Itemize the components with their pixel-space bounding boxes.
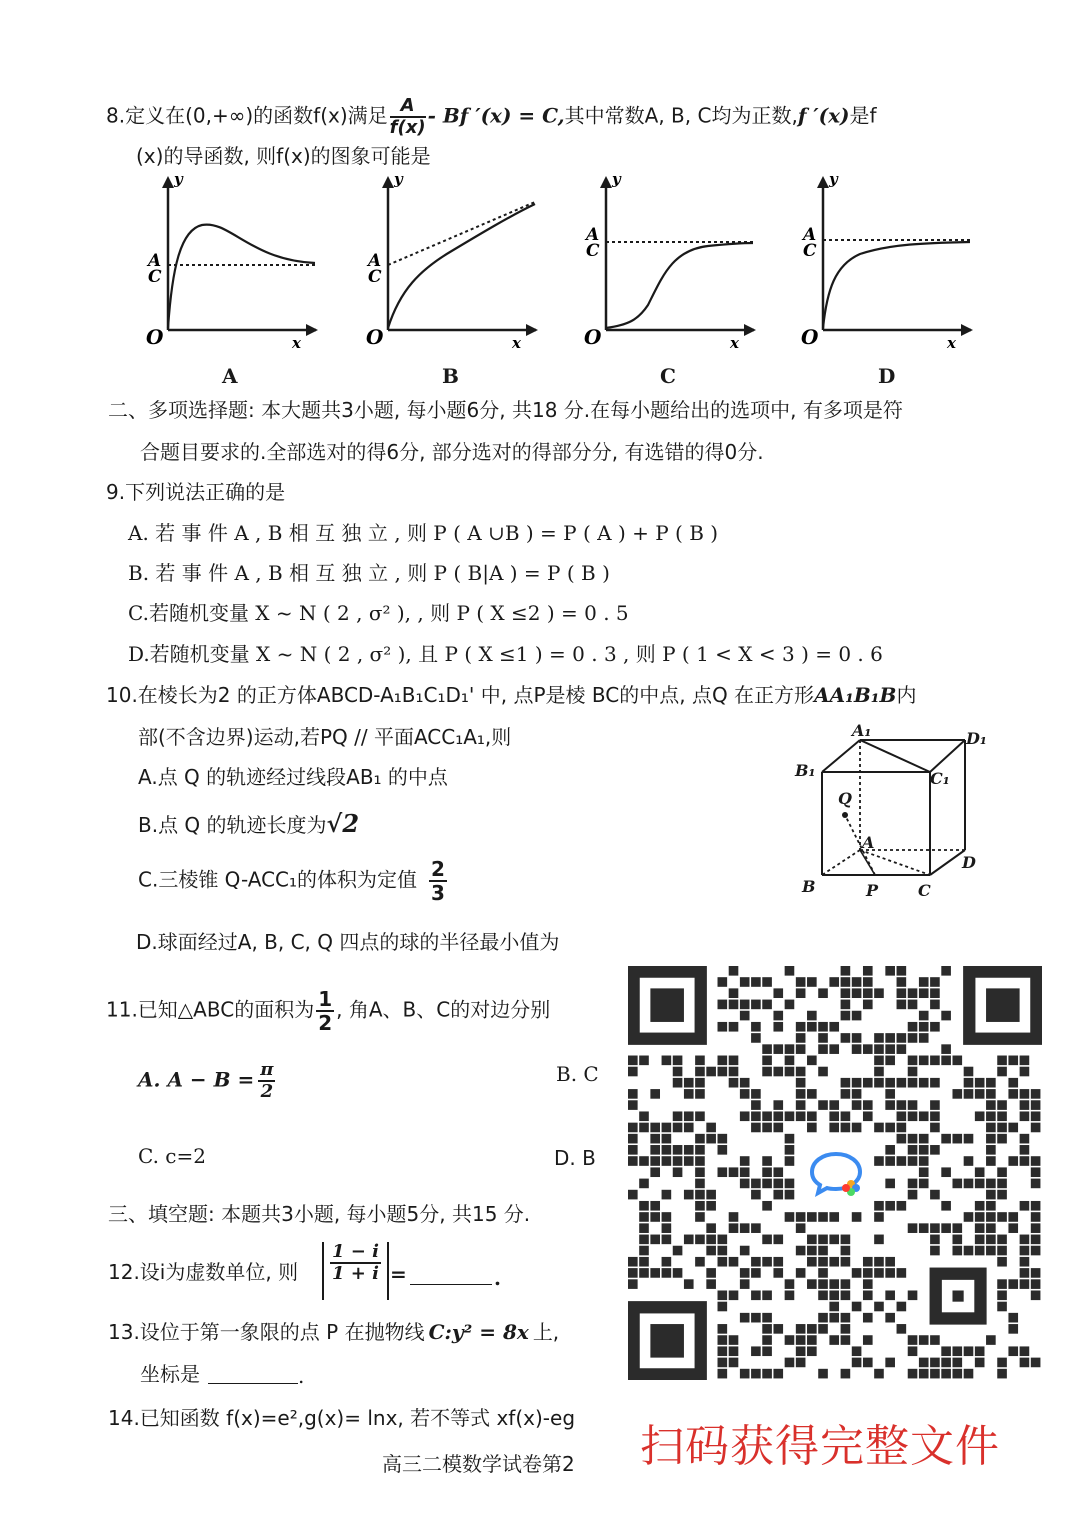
q9-option-a: A. 若 事 件 A , B 相 互 独 立 , 则 P ( A ∪B ) = P ( A ) + P ( B ) (128, 521, 719, 545)
svg-text:A₁: A₁ (852, 721, 872, 740)
svg-text:A: A (803, 225, 817, 245)
q11-stem: 11.已知△ABC的面积为 $\frac{1}{2}$ , 角A、B、C的对边分别 (106, 987, 551, 1035)
svg-text:Q: Q (838, 789, 852, 808)
q9-stem: 9.下列说法正确的是 (106, 480, 286, 504)
q10-option-c: C.三棱锥 Q-ACC₁的体积为定值 $\frac{2}{3}$ (138, 857, 445, 905)
graph-d-label: D (878, 364, 896, 388)
svg-text:B: B (802, 877, 816, 896)
graph-c-label: C (660, 364, 676, 388)
svg-text:y: y (394, 170, 403, 188)
q11-option-b: B. C (556, 1062, 599, 1086)
svg-text:C: C (803, 241, 817, 261)
section2-line1: 二、多项选择题: 本大题共3小题, 每小题6分, 共18 分.在每小题给出的选项中, 有多项是符 (108, 398, 903, 422)
q13-line2: 坐标是 (140, 1362, 200, 1386)
page-footer: 高三二模数学试卷第2 (382, 1452, 575, 1476)
svg-text:y: y (612, 170, 621, 188)
svg-text:B₁: B₁ (795, 761, 816, 780)
q11-option-c: C. c=2 (138, 1144, 206, 1168)
svg-text:O: O (366, 325, 384, 349)
q11-option-a: A. A − B = $\frac{\pi}{2}$ (138, 1059, 274, 1102)
svg-text:C: C (148, 267, 162, 287)
cube-figure (790, 720, 990, 905)
svg-text:x: x (292, 334, 301, 350)
svg-text:x: x (512, 334, 521, 350)
svg-text:y: y (829, 170, 838, 188)
q14-stem: 14.已知函数 f(x)=e²,g(x)= lnx, 若不等式 xf(x)-eg (108, 1406, 576, 1430)
graph-a-label: A (222, 364, 238, 388)
q13-answer-blank[interactable] (208, 1383, 298, 1384)
q10-option-d: D.球面经过A, B, C, Q 四点的球的半径最小值为 (136, 930, 560, 954)
svg-text:O: O (584, 325, 602, 349)
scan-caption: 扫码获得完整文件 (640, 1421, 1000, 1472)
q13-stem: 13.设位于第一象限的点 P 在抛物线 C:y² = 8x 上, (108, 1320, 560, 1344)
q11-option-d: D. B (554, 1146, 596, 1170)
q8-line1: 8.定义在(0,+∞)的函数f(x)满足 $\frac{A}{f(x)}$ - Bf ′(x) = C,其中常数A, B, C均为正数,f ′(x)是f (106, 95, 877, 138)
svg-text:A: A (586, 225, 600, 245)
q12-stem: 12.设i为虚数单位, 则 (108, 1260, 299, 1284)
svg-text:C₁: C₁ (930, 769, 950, 788)
q10-option-a: A.点 Q 的轨迹经过线段AB₁ 的中点 (138, 765, 448, 789)
svg-text:x: x (947, 334, 956, 350)
graph-b-label: B (442, 364, 459, 388)
svg-text:D₁: D₁ (966, 729, 987, 748)
q9-option-c: C.若随机变量 X ~ N ( 2 , σ² ), , 则 P ( X ≤2 ) = 0 . 5 (128, 601, 629, 625)
q8-fraction: $\frac{A}{f(x)}$ (389, 95, 426, 138)
svg-text:A: A (368, 251, 382, 271)
svg-text:D: D (962, 853, 976, 872)
q12-answer-blank[interactable] (410, 1284, 492, 1285)
svg-text:y: y (174, 170, 183, 188)
q10-stem-line1: 10.在棱长为2 的正方体ABCD-A₁B₁C₁D₁' 中, 点P是棱 BC的中点, 点Q 在正方形AA₁B₁B内 (106, 683, 917, 707)
qr-code[interactable] (628, 966, 1042, 1380)
graph-a (140, 170, 330, 350)
section3-heading: 三、填空题: 本题共3小题, 每小题5分, 共15 分. (108, 1202, 531, 1226)
graph-c (578, 170, 768, 350)
svg-text:A: A (148, 251, 162, 271)
q12-end: . (494, 1266, 501, 1290)
q10-option-b: B.点 Q 的轨迹长度为√2 (138, 809, 360, 838)
q8-line2: (x)的导函数, 则f(x)的图象可能是 (136, 144, 431, 168)
svg-text:P: P (866, 881, 879, 900)
q13-end: . (298, 1364, 305, 1388)
q9-option-b: B. 若 事 件 A , B 相 互 独 立 , 则 P ( B|A ) = P ( B ) (128, 561, 610, 585)
q12-abs: $\frac{1 - i}{1 + i}$ (322, 1242, 389, 1300)
q9-option-d: D.若随机变量 X ~ N ( 2 , σ² ), 且 P ( X ≤1 ) = 0 . 3 , 则 P ( 1 < X < 3 ) = 0 . 6 (128, 642, 883, 666)
graph-d (795, 170, 985, 350)
svg-text:C: C (368, 267, 382, 287)
q12-equals: = (390, 1262, 407, 1286)
svg-text:O: O (801, 325, 819, 349)
svg-text:C: C (586, 241, 600, 261)
svg-text:A: A (862, 833, 875, 852)
svg-text:O: O (146, 325, 164, 349)
svg-text:C: C (918, 881, 931, 900)
graph-b (360, 170, 550, 350)
svg-text:x: x (730, 334, 739, 350)
chat-logo-icon (806, 1144, 866, 1204)
q10-stem-line2: 部(不含边界)运动,若PQ // 平面ACC₁A₁,则 (138, 725, 512, 749)
section2-line2: 合题目要求的.全部选对的得6分, 部分选对的得部分分, 有选错的得0分. (140, 440, 764, 464)
